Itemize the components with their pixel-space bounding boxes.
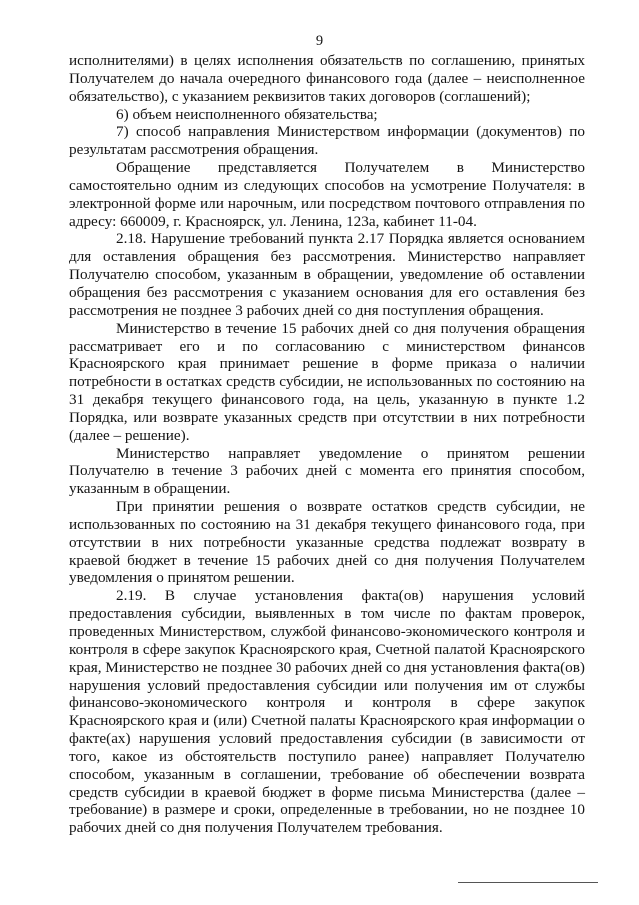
paragraph-submission: Обращение представляется Получателем в Министерство самостоятельно одним из следующих способов на усмотрение Получателя: в электронной форме или нарочным, или посредством почтового отправления по адресу: 660009, г. Красноярск, ул. Ленина, 123а, кабинет 11-04. (69, 159, 585, 230)
paragraph-item-7: 7) способ направления Министерством информации (документов) по результатам рассмотрения обращения. (69, 123, 585, 159)
paragraph-decision: Министерство в течение 15 рабочих дней со дня получения обращения рассматривает его и по согласованию с министерством финансов Красноярского края принимает решение в форме приказа о наличии потребности в остатках средств субсидии, не использованных по состоянию на 31 декабря текущего финансового года, на цель, указанную в пункте 1.2 Порядка, или возврате указанных средств при отсутствии в них потребности (далее – решение). (69, 319, 585, 444)
paragraph-item-6: 6) объем неисполненного обязательства; (116, 105, 378, 123)
paragraph-notification: Министерство направляет уведомление о принятом решении Получателю в течение 3 рабочих дней с момента его принятия способом, указанным в обращении. (69, 444, 585, 498)
paragraph-2-19: 2.19. В случае установления факта(ов) нарушения условий предоставления субсидии, выявленных в том числе по фактам проверок, проведенных Министерством, службой финансово-экономического контроля и контроля в сфере закупок Красноярского края, Счетной палатой Красноярского края, Министерство не позднее 30 рабочих дней со дня установления факта(ов) нарушения условий предоставления субсидии или получения им от службы финансово-экономического контроля и контроля в сфере закупок Красноярского края и (или) Счетной палаты Красноярского края информации о факте(ах) нарушения условий предоставления субсидии (в зависимости от того, какое из обстоятельств поступило ранее) направляет Получателю способом, указанным в соглашении, требование об обеспечении возврата средств субсидии в краевой бюджет в форме письма Министерства (далее – требование) в размере и сроки, определенные в требовании, но не позднее 10 рабочих дней со дня получения Получателем требования. (69, 587, 585, 837)
paragraph-2-18: 2.18. Нарушение требований пункта 2.17 Порядка является основанием для оставления обращения без рассмотрения. Министерство направляет Получателю способом, указанным в обращении, уведомление об оставлении обращения без рассмотрения с указанием основания для его оставления без рассмотрения не позднее 3 рабочих дней со дня поступления обращения. (69, 230, 585, 319)
page-number: 9 (315, 33, 324, 49)
paragraph-return: При принятии решения о возврате остатков средств субсидии, не использованных по состоянию на 31 декабря текущего финансового года, при отсутствии в них потребности указанные средства подлежат возврату в краевой бюджет в течение 15 рабочих дней со дня получения Получателем уведомления о принятом решении. (69, 498, 585, 587)
document-body (69, 52, 585, 837)
footer-rule (458, 882, 598, 883)
paragraph-continuation: исполнителями) в целях исполнения обязательств по соглашению, принятых Получателем до начала очередного финансового года (далее – неисполненное обязательство), с указанием реквизитов таких договоров (соглашений); (69, 52, 585, 105)
